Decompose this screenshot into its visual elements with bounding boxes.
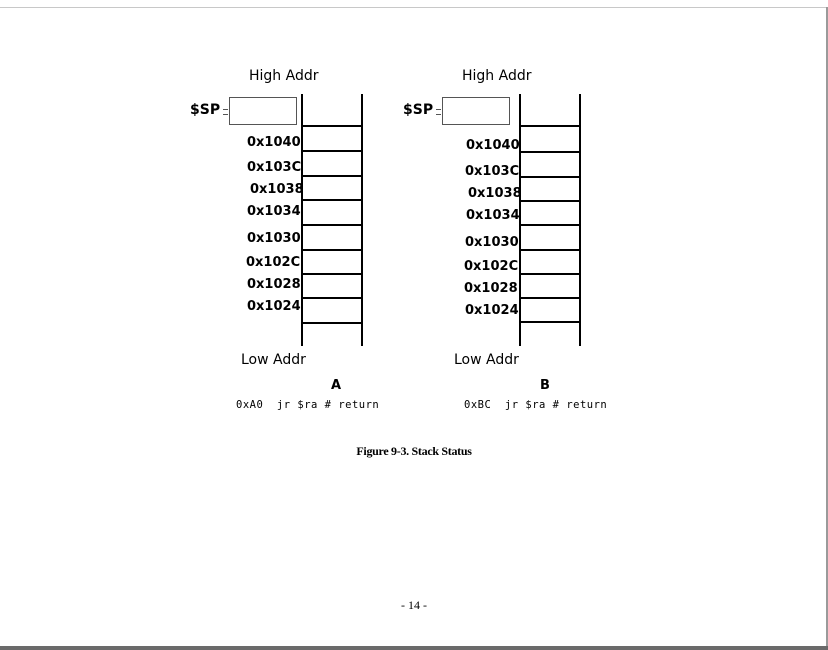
instruction-code: 0xBC jr $ra # return <box>464 399 608 411</box>
instruction-code: 0xA0 jr $ra # return <box>236 399 380 411</box>
stack-slot-divider <box>519 321 581 323</box>
diagram-letter: A <box>331 378 342 393</box>
stack-slot-divider <box>519 151 581 153</box>
stack-slot-divider <box>519 297 581 299</box>
high-addr-label: High Addr <box>249 68 319 84</box>
stack-diagram-b <box>0 0 608 420</box>
stack-right-rail <box>579 94 581 346</box>
address-label: 0x1030 <box>247 231 301 246</box>
bottom-page-edge <box>0 646 828 650</box>
page-number: - 14 - <box>401 598 427 612</box>
address-label: 0x1040 <box>247 135 301 150</box>
stack-slot-divider <box>519 249 581 251</box>
sp-value-box <box>442 97 510 125</box>
address-label: 0x1024 <box>465 303 519 318</box>
address-label: 0x1028 <box>247 277 301 292</box>
address-label: 0x1038 <box>250 182 304 197</box>
stack-slot-divider <box>519 176 581 178</box>
address-label: 0x1034 <box>466 208 520 223</box>
address-label: 0x103C <box>465 164 520 179</box>
diagram-letter: B <box>540 378 550 393</box>
address-label: 0x1040 <box>466 138 520 153</box>
stack-slot-divider <box>519 125 581 127</box>
address-label: 0x102C <box>464 259 519 274</box>
sp-label: $SP <box>403 102 434 118</box>
stack-slot-divider <box>519 224 581 226</box>
stack-slot-divider <box>519 200 581 202</box>
address-label: 0x1024 <box>247 299 301 314</box>
stack-slot-divider <box>519 273 581 275</box>
high-addr-label: High Addr <box>462 68 532 84</box>
address-label: 0x103C <box>247 160 302 175</box>
sp-equals-sign <box>436 109 441 115</box>
sp-label: $SP <box>190 102 221 118</box>
address-label: 0x1038 <box>468 186 522 201</box>
figure-caption: Figure 9-3. Stack Status <box>356 444 472 458</box>
low-addr-label: Low Addr <box>454 352 519 368</box>
low-addr-label: Low Addr <box>241 352 306 368</box>
address-label: 0x1034 <box>247 204 301 219</box>
address-label: 0x102C <box>246 255 301 270</box>
address-label: 0x1030 <box>465 235 519 250</box>
address-label: 0x1028 <box>464 281 518 296</box>
